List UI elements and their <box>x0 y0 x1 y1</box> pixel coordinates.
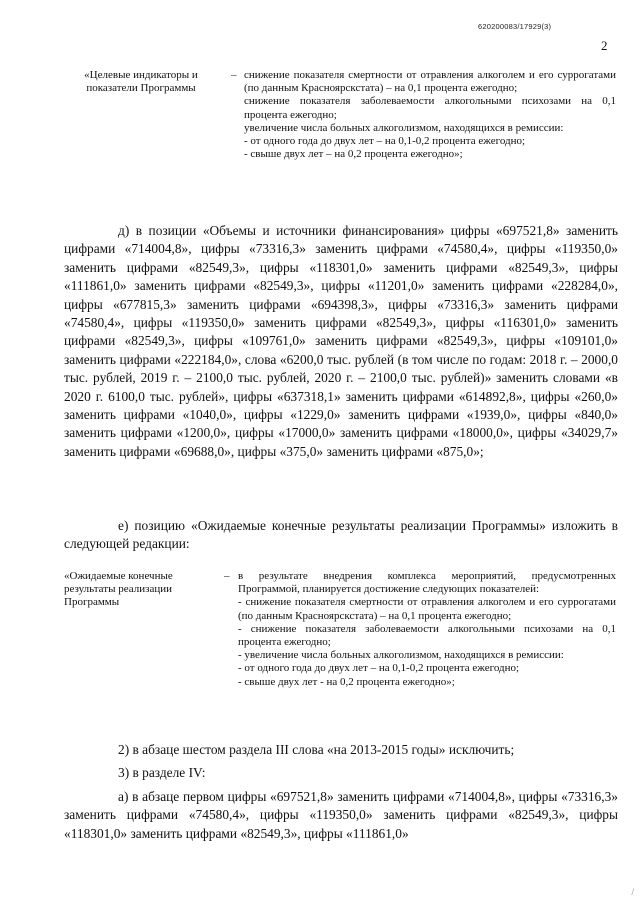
indicators-line: увеличение числа больных алкоголизмом, находящихся в ремиссии: <box>244 121 564 134</box>
indicators-table-dash: – <box>231 69 237 81</box>
document-registration-number: 620200083/17929(3) <box>478 22 552 31</box>
results-line: - свыше двух лет - на 0,2 процента ежегодно»; <box>238 675 455 688</box>
results-line: в результате внедрения комплекса мероприятий, предусмотренных Программой, планируется достижение следующих показателей: <box>238 570 616 596</box>
indicators-line: - свыше двух лет – на 0,2 процента ежегодно»; <box>244 148 463 161</box>
paragraph-d-financing: д) в позиции «Объемы и источники финансирования» цифры «697521,8» заменить цифрами «714004,8», цифры «73316,3» заменить цифрами «74580,4», цифры «119350,0» заменить цифрами «82549,3», цифры «118301,0» заменить цифрами «82549,3», цифры «111861,0» заменить цифрами «82549,3», цифры «11201,0» заменить цифрами «228284,0», цифры «677815,3» заменить цифрами «694398,3», цифры «73316,3» заменить цифрами «74580,4», цифры «119350,0» заменить цифрами «82549,3», цифры «116301,0» заменить цифрами «82549,3», цифры «109761,0» заменить цифрами «82549,3», цифры «109101,0» заменить цифрами «222184,0», слова «6200,0 тыс. рублей (в том числе по годам: 2018 г. – 2000,0 тыс. рублей, 2019 г. – 2100,0 тыс. рублей, 2020 г. – 2100,0 тыс. рублей)» заменить словами «в 2020 г. 6100,0 тыс. рублей», цифры «637318,1» заменить цифрами «614892,8», цифры «260,0» заменить цифрами «1040,0», цифры «1229,0» заменить цифрами «1939,0», цифры «840,0» заменить цифрами «1200,0», цифры «17000,0» заменить цифрами «18000,0», цифры «34029,7» заменить цифрами «69688,0», цифры «375,0» заменить цифрами «875,0»; <box>64 223 618 459</box>
results-line: - от одного года до двух лет – на 0,1-0,2 процента ежегодно; <box>238 662 520 675</box>
results-line: - снижение показателя смертности от отравления алкоголем и его суррогатами (по данным Красноярскстата) – на 0,1 процента ежегодно; <box>238 596 616 622</box>
results-line: - снижение показателя заболеваемости алкогольными психозами на 0,1 процента ежегодно; <box>238 622 616 649</box>
paragraph-a-first-clause: а) в абзаце первом цифры «697521,8» заменить цифрами «714004,8», цифры «73316,3» заменить цифрами «74580,4», цифры «119350,0» заменить цифрами «82549,3», цифры «118301,0» заменить цифрами «82549,3», цифры «111861,0» <box>64 789 618 841</box>
results-table-content <box>238 570 616 689</box>
results-table-label: «Ожидаемые конечные результаты реализации Программы <box>64 570 173 609</box>
indicators-line: снижение показателя заболеваемости алкогольными психозами на 0,1 процента ежегодно; <box>244 95 616 121</box>
results-line: - увеличение числа больных алкоголизмом, находящихся в ремиссии: <box>238 649 564 662</box>
page-number: 2 <box>601 38 608 53</box>
indicators-table-content <box>244 69 616 161</box>
paragraph-e-expected-results: е) позицию «Ожидаемые конечные результаты реализации Программы» изложить в следующей редакции: <box>64 518 618 552</box>
indicators-table-label: «Целевые индикаторы и показатели Программы <box>84 69 198 95</box>
paragraph-2-section-iii: 2) в абзаце шестом раздела III слова «на 2013-2015 годы» исключить; <box>118 742 515 757</box>
results-table-dash: – <box>224 570 230 582</box>
indicators-line: - от одного года до двух лет – на 0,1-0,2 процента ежегодно; <box>244 135 526 148</box>
corner-mark: / <box>631 887 634 897</box>
paragraph-3-section-iv: 3) в разделе IV: <box>118 765 206 780</box>
indicators-line: снижение показателя смертности от отравления алкоголем и его суррогатами (по данным Красноярскстата) – на 0,1 процента ежегодно; <box>244 69 616 95</box>
